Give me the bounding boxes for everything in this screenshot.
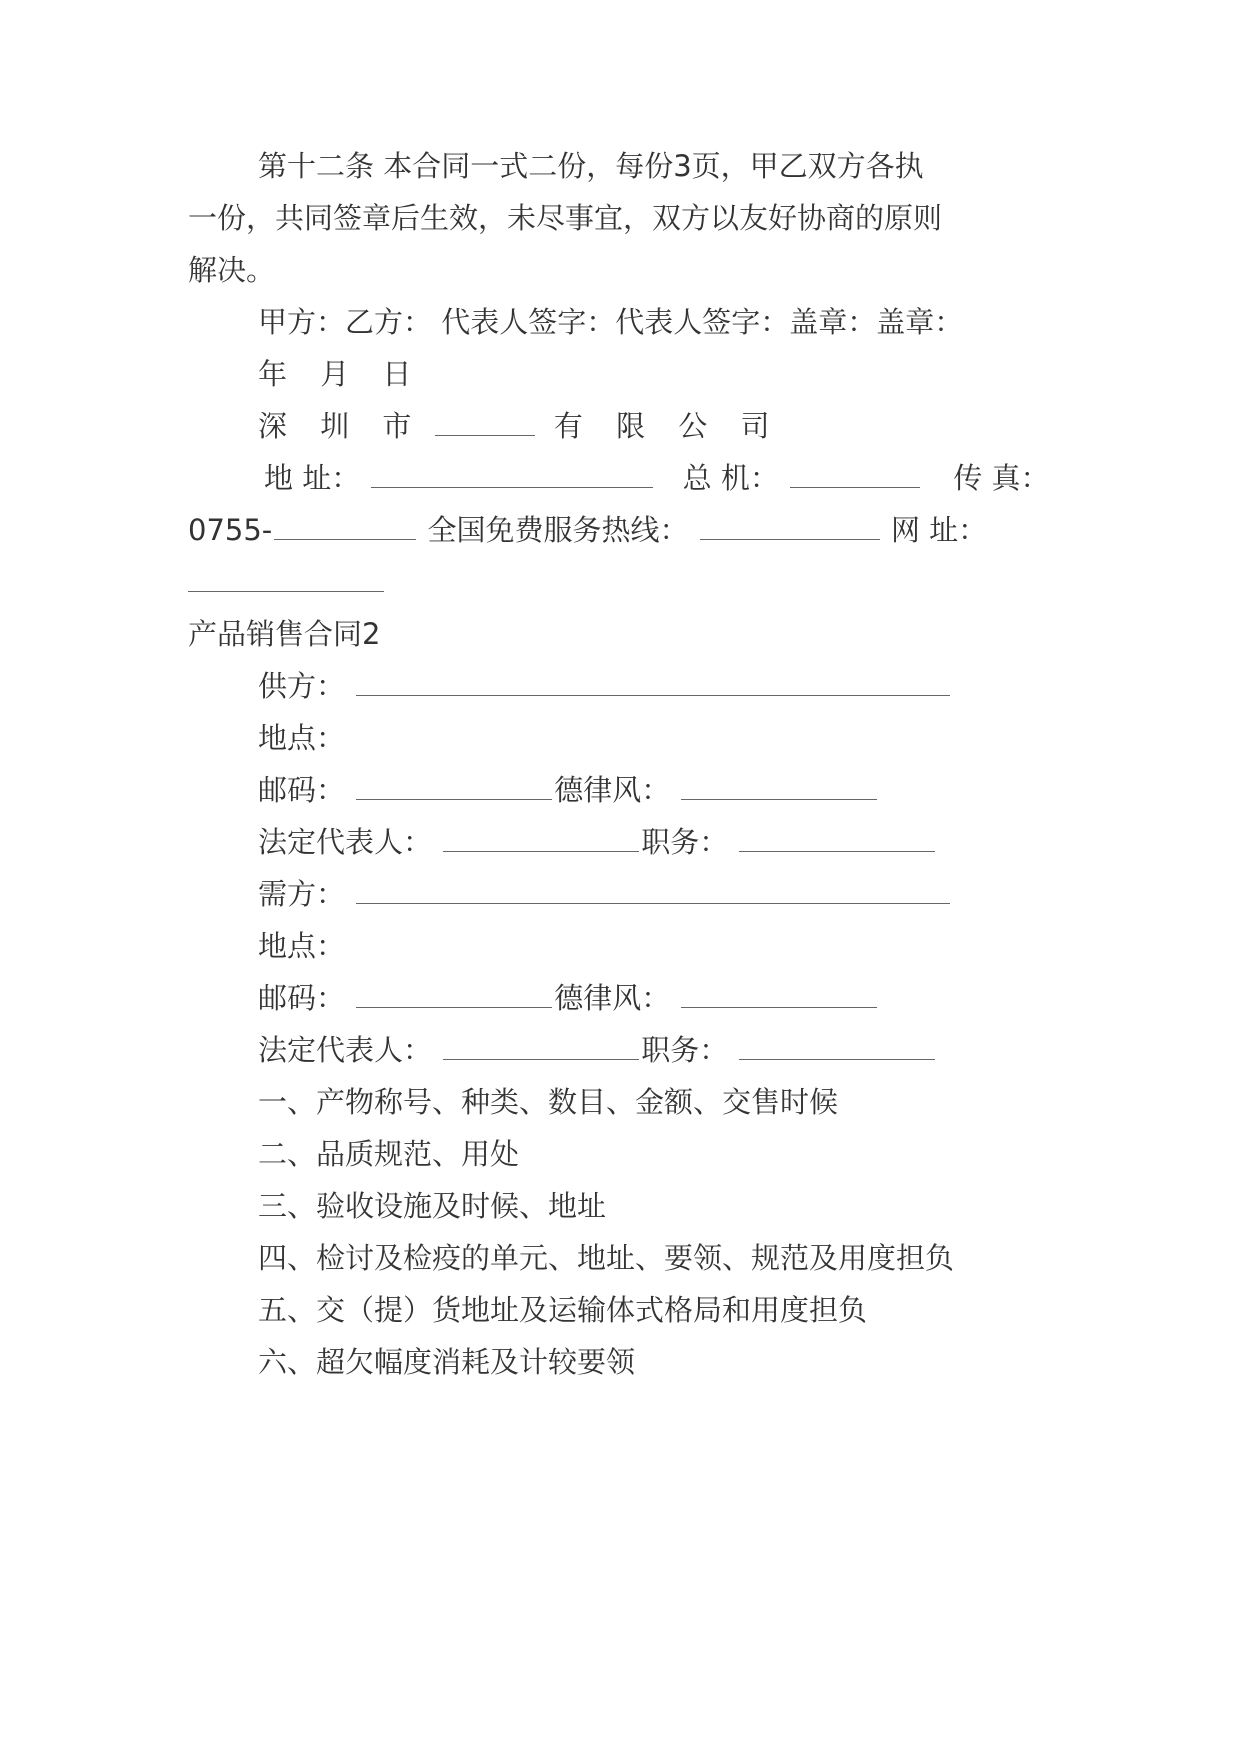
clause-item-2: 二、品质规范、用处: [258, 1137, 520, 1171]
buyer-legal-rep-label: 法定代表人：: [258, 1033, 433, 1067]
fax-prefix: 0755-: [188, 513, 273, 547]
company-prefix: 深 圳 市: [258, 409, 424, 443]
buyer-location-label: 地点：: [258, 929, 346, 963]
clause-12-line-2: 一份，共同签章后生效，未尽事宜，双方以友好协商的原则: [188, 201, 943, 235]
supplier-position-label: 职务：: [641, 825, 729, 859]
supplier-legal-rep-label: 法定代表人：: [258, 825, 433, 859]
supplier-party-label: 供方：: [258, 669, 346, 703]
website-label: 网 址：: [890, 513, 988, 547]
clause-item-3: 三、验收设施及时候、地址: [258, 1189, 607, 1223]
supplier-postcode-label: 邮码：: [258, 773, 346, 807]
contract-title: 产品销售合同2: [188, 617, 381, 651]
supplier-party-line: [258, 666, 952, 706]
buyer-phone-blank: [681, 981, 877, 1008]
buyer-party-blank: [356, 877, 950, 904]
buyer-position-blank: [739, 1033, 935, 1060]
fax-label: 传 真：: [953, 461, 1050, 495]
contact-line-2: [188, 510, 987, 550]
switchboard-label: 总 机：: [682, 461, 779, 495]
supplier-phone-blank: [681, 773, 877, 800]
clause-12-line-1: 第十二条 本合同一式二份，每份3页，甲乙双方各执: [258, 149, 924, 183]
supplier-legal-rep-line: [258, 822, 937, 862]
clause-item-1: 一、产物称号、种类、数目、金额、交售时候: [258, 1085, 839, 1119]
switchboard-blank: [790, 461, 920, 488]
supplier-position-blank: [739, 825, 935, 852]
supplier-postcode-blank: [356, 773, 552, 800]
buyer-phone-label: 德律风：: [554, 981, 671, 1015]
supplier-legal-rep-blank: [443, 825, 639, 852]
buyer-location-line: [258, 926, 345, 966]
buyer-legal-rep-line: [258, 1030, 937, 1070]
clause-item-5: 五、交（提）货地址及运输体式格局和用度担负: [258, 1293, 868, 1327]
signature-line: 甲方：乙方： 代表人签字：代表人签字：盖章：盖章：: [258, 305, 964, 339]
company-suffix: 有 限 公 司: [553, 409, 782, 443]
supplier-location-line: [258, 718, 345, 758]
clause-item-4: 四、检讨及检疫的单元、地址、要领、规范及用度担负: [258, 1241, 955, 1275]
date-line: 年 月 日: [258, 357, 424, 391]
buyer-postcode-blank: [356, 981, 552, 1008]
clause-12-line-3: 解决。: [188, 253, 276, 287]
clause-item-6: 六、超欠幅度消耗及计较要领: [258, 1345, 636, 1379]
supplier-postcode-line: [258, 770, 879, 810]
address-label: 地 址：: [264, 461, 361, 495]
contact-line-3: [188, 562, 384, 602]
fax-blank: [274, 513, 416, 540]
company-line: [258, 406, 782, 446]
buyer-postcode-label: 邮码：: [258, 981, 346, 1015]
buyer-postcode-line: [258, 978, 879, 1018]
address-blank: [371, 461, 653, 488]
supplier-phone-label: 德律风：: [554, 773, 671, 807]
buyer-party-line: [258, 874, 952, 914]
company-name-blank: [435, 409, 535, 436]
buyer-party-label: 需方：: [258, 877, 346, 911]
hotline-blank: [700, 513, 880, 540]
buyer-position-label: 职务：: [641, 1033, 729, 1067]
supplier-party-blank: [356, 669, 950, 696]
hotline-label: 全国免费服务热线：: [427, 513, 689, 547]
contact-line-1: [264, 458, 1050, 498]
website-blank: [188, 565, 384, 592]
buyer-legal-rep-blank: [443, 1033, 639, 1060]
supplier-location-label: 地点：: [258, 721, 346, 755]
